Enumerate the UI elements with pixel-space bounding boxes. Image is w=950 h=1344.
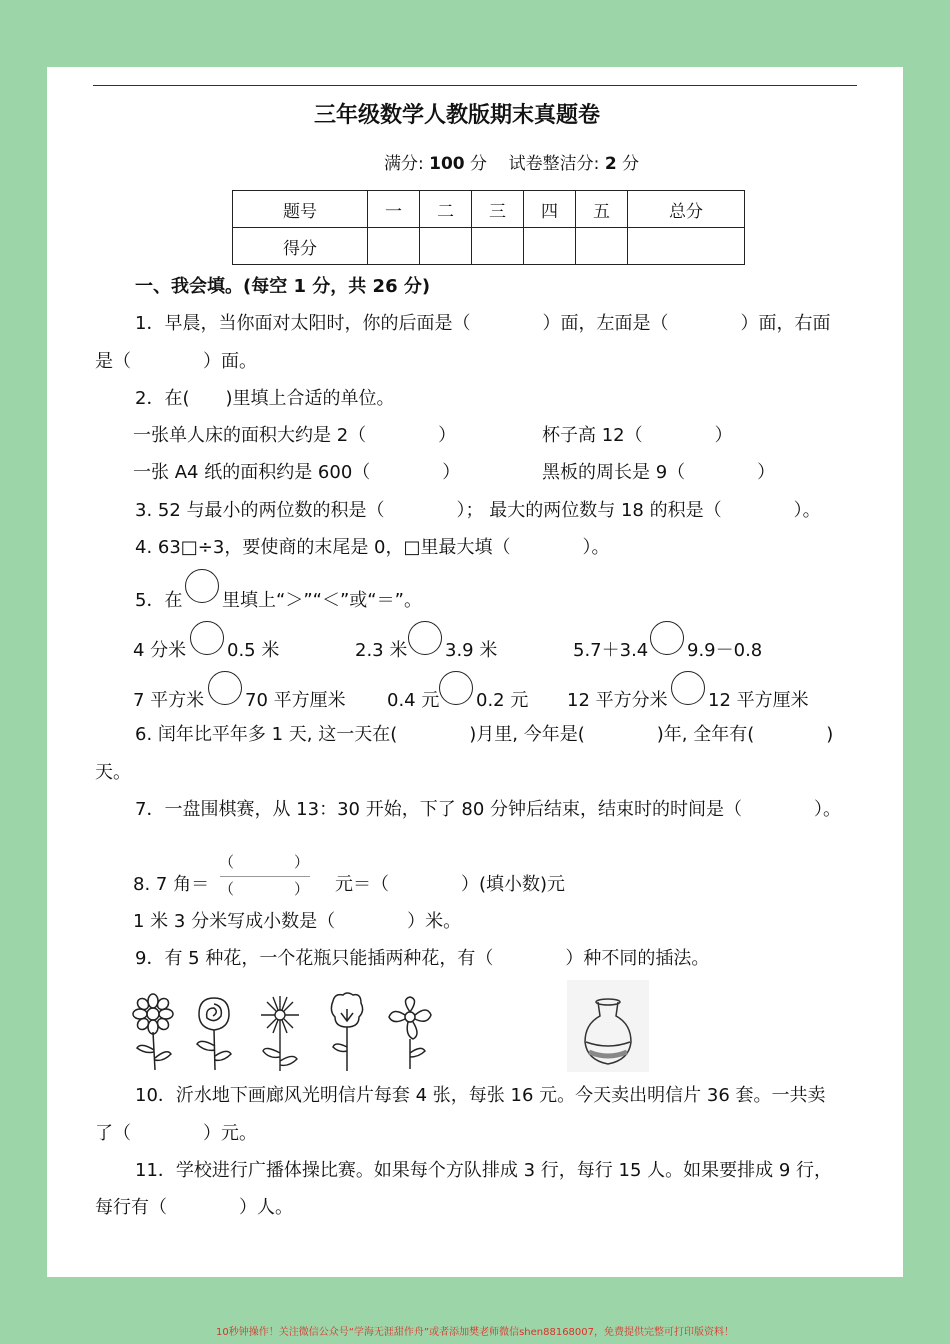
question-6-line2: 天。 [95, 762, 131, 783]
vase-icon [567, 980, 649, 1072]
neat-score-unit: 分 [622, 154, 640, 174]
worksheet-page [47, 67, 903, 1277]
compare-left: 4 分米 [133, 640, 187, 661]
compare-circle[interactable] [408, 621, 442, 655]
top-rule [93, 85, 857, 86]
score-header-cell: 题号 [233, 191, 368, 228]
full-score-value: 100 [429, 154, 465, 174]
question-11-line1: 11．学校进行广播体操比赛。如果每个方队排成 3 行，每行 15 人。如果要排成 9 行， [135, 1160, 833, 1181]
score-input-cell[interactable] [420, 228, 472, 265]
score-table-header-row [233, 191, 745, 228]
score-header-cell: 一 [368, 191, 420, 228]
compare-circle[interactable] [650, 621, 684, 655]
question-6-line1: 6. 闰年比平年多 1 天, 这一天在( )月里, 今年是( )年, 全年有( ) [135, 724, 834, 745]
score-table-score-row [233, 228, 745, 265]
flower-2-icon [193, 994, 235, 1072]
question-1-line2: 是（ ）面。 [95, 351, 257, 372]
compare-circle-example [185, 569, 219, 603]
fraction-bar [220, 876, 310, 877]
score-table [232, 190, 745, 265]
question-3: 3. 52 与最小的两位数的积是（ ）； 最大的两位数与 18 的积是（ ）。 [135, 500, 821, 521]
compare-left: 7 平方米 [133, 690, 205, 711]
compare-circle[interactable] [671, 671, 705, 705]
full-score-label: 满分: [384, 154, 424, 174]
question-2a: 一张单人床的面积大约是 2（ ） [133, 425, 457, 446]
neat-score-label: 试卷整洁分: [508, 154, 600, 174]
score-input-cell[interactable] [628, 228, 745, 265]
compare-right: 3.9 米 [445, 640, 498, 661]
question-7: 7．一盘围棋赛，从 13：30 开始，下了 80 分钟后结束，结束时的时间是（ ）。 [135, 799, 842, 820]
question-8-suffix: 元＝（ ）(填小数)元 [335, 874, 566, 895]
fraction-numerator[interactable]: （ ） [219, 853, 310, 871]
question-8b: 1 米 3 分米写成小数是（ ）米。 [133, 911, 462, 932]
question-2c: 一张 A4 纸的面积约是 600（ ） [133, 462, 461, 483]
full-score-unit: 分 [470, 154, 488, 174]
flower-3-icon [257, 993, 303, 1073]
promo-footer: 10秒钟操作！关注微信公众号“学海无涯甜作舟”或者添加樊老师微信shen88168007，免费提供完整可打印版资料！ [215, 1327, 735, 1338]
compare-right: 9.9－0.8 [687, 640, 763, 661]
question-1-line1: 1．早晨，当你面对太阳时，你的后面是（ ）面，左面是（ ）面，右面 [135, 313, 831, 334]
compare-circle[interactable] [208, 671, 242, 705]
score-header-cell: 五 [576, 191, 628, 228]
question-2d: 黑板的周长是 9（ ） [542, 462, 776, 483]
compare-right: 70 平方厘米 [245, 690, 346, 711]
question-9: 9．有 5 种花，一个花瓶只能插两种花，有（ ）种不同的插法。 [135, 948, 710, 969]
question-4: 4. 63□÷3，要使商的末尾是 0，□里最大填（ ）。 [135, 537, 610, 558]
score-header-cell: 二 [420, 191, 472, 228]
page-title: 三年级数学人教版期末真题卷 [314, 103, 601, 128]
compare-left: 0.4 元 [387, 690, 440, 711]
question-5-before: 5．在 [135, 590, 183, 611]
compare-right: 0.5 米 [227, 640, 280, 661]
score-input-cell[interactable] [524, 228, 576, 265]
compare-circle[interactable] [439, 671, 473, 705]
compare-circle[interactable] [190, 621, 224, 655]
question-11-line2: 每行有（ ）人。 [95, 1197, 293, 1218]
neat-score-value: 2 [604, 154, 617, 174]
compare-left: 2.3 米 [355, 640, 408, 661]
question-2: 2．在( )里填上合适的单位。 [135, 388, 395, 409]
score-input-cell[interactable] [472, 228, 524, 265]
question-2b: 杯子高 12（ ） [542, 425, 733, 446]
score-header-cell: 总分 [628, 191, 745, 228]
compare-left: 12 平方分米 [567, 690, 668, 711]
question-5-after: 里填上“＞”“＜”或“＝”。 [222, 590, 422, 611]
flower-4-icon [325, 991, 369, 1073]
score-input-cell[interactable] [368, 228, 420, 265]
compare-left: 5.7＋3.4 [573, 640, 649, 661]
section-heading: 一、我会填。(每空 1 分，共 26 分) [135, 276, 431, 297]
flower-5-icon [387, 995, 433, 1071]
score-header-cell: 四 [524, 191, 576, 228]
score-row-label: 得分 [233, 228, 368, 265]
score-info [384, 152, 639, 176]
score-input-cell[interactable] [576, 228, 628, 265]
compare-right: 12 平方厘米 [708, 690, 809, 711]
question-8-prefix: 8. 7 角＝ [133, 874, 210, 895]
question-10-line2: 了（ ）元。 [95, 1123, 257, 1144]
score-header-cell: 三 [472, 191, 524, 228]
question-10-line1: 10．沂水地下画廊风光明信片每套 4 张，每张 16 元。今天卖出明信片 36 套。一共卖 [135, 1085, 826, 1106]
flower-1-icon [131, 992, 177, 1072]
fraction-denominator[interactable]: （ ） [219, 880, 310, 898]
compare-right: 0.2 元 [476, 690, 529, 711]
